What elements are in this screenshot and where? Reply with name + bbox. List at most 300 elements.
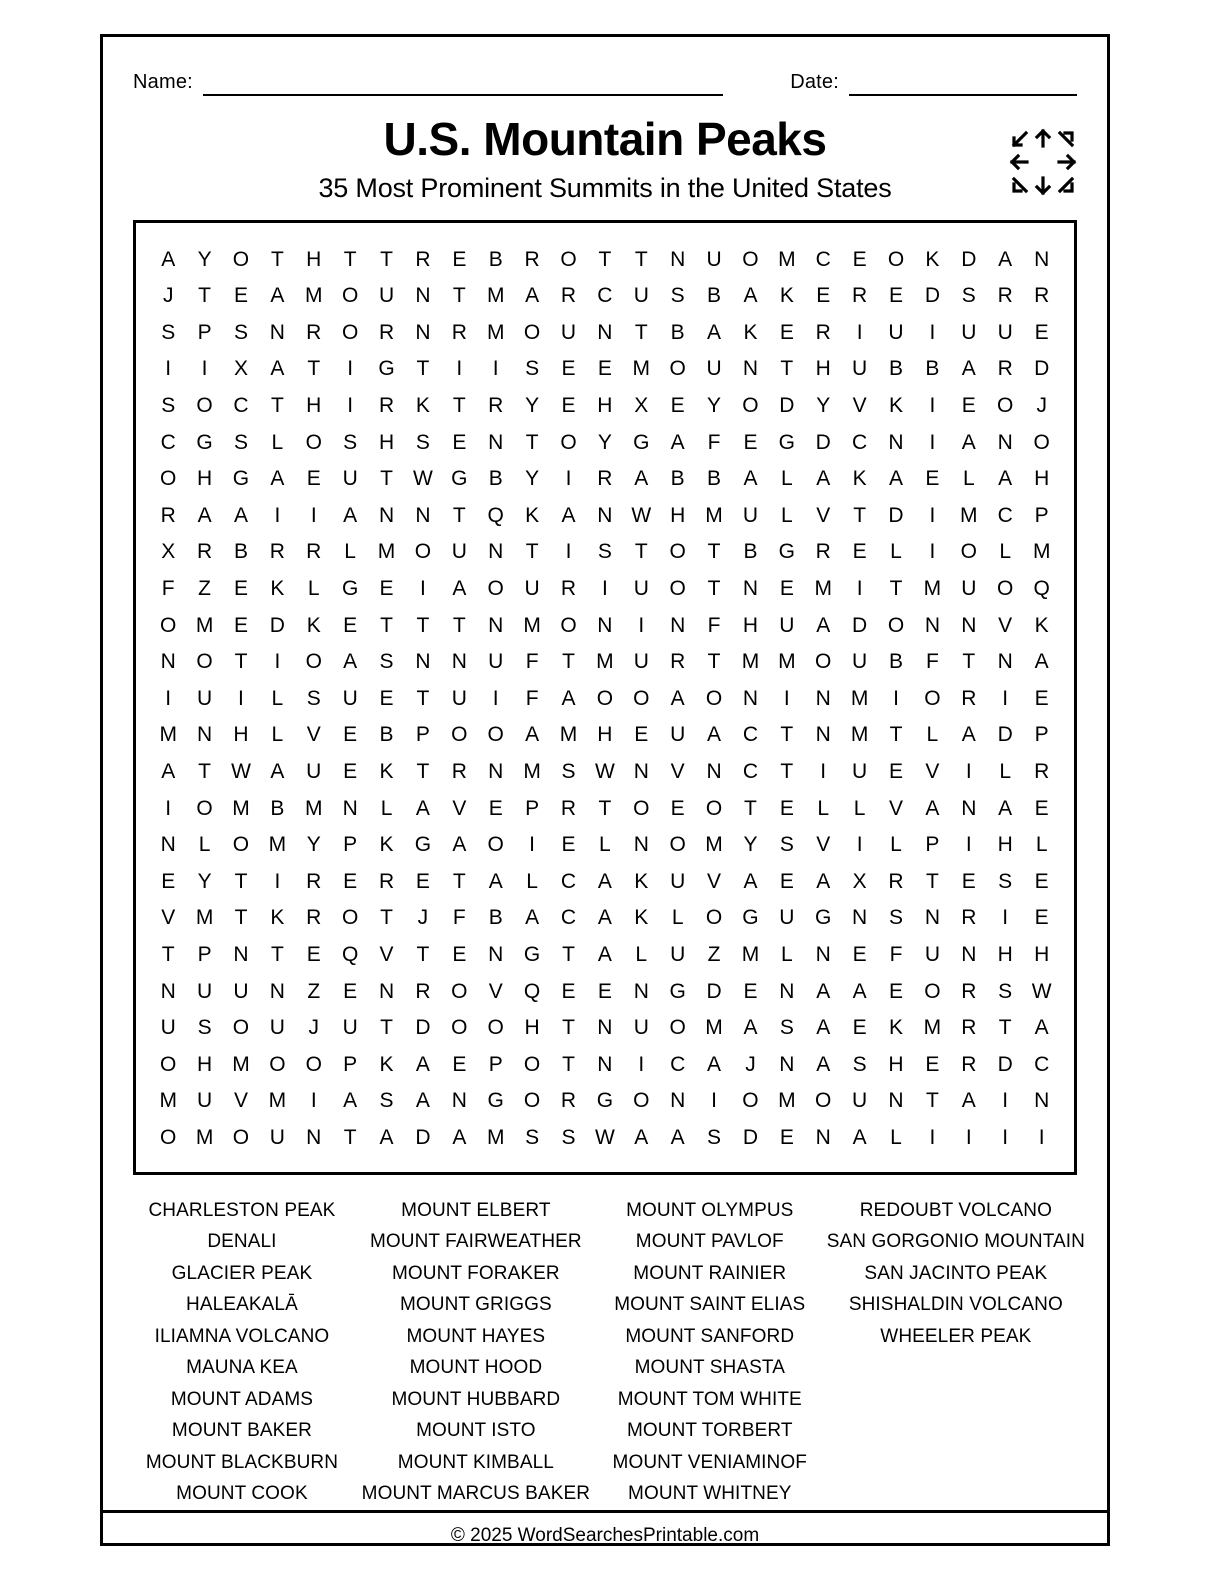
grid-cell[interactable]: N (488, 540, 504, 564)
grid-cell[interactable]: I (1002, 906, 1009, 930)
name-input-line[interactable] (203, 74, 723, 96)
grid-cell[interactable]: A (961, 723, 976, 747)
grid-cell[interactable]: Y (306, 833, 321, 857)
grid-cell[interactable]: B (889, 357, 904, 381)
grid-cell[interactable]: T (198, 760, 211, 784)
grid-cell[interactable]: U (633, 577, 649, 601)
grid-cell[interactable]: I (165, 686, 172, 710)
grid-cell[interactable]: U (269, 1125, 285, 1149)
grid-cell[interactable]: N (1034, 247, 1050, 271)
grid-cell[interactable]: O (487, 723, 504, 747)
grid-cell[interactable]: E (343, 723, 358, 747)
grid-cell[interactable]: T (744, 796, 757, 820)
grid-cell[interactable]: I (965, 1125, 972, 1149)
grid-cell[interactable]: E (597, 979, 612, 1003)
grid-cell[interactable]: M (741, 942, 760, 966)
grid-cell[interactable]: Y (525, 467, 540, 491)
grid-cell[interactable]: N (160, 979, 176, 1003)
grid-cell[interactable]: L (671, 906, 684, 930)
word-list-item[interactable]: MOUNT BLACKBURN (145, 1451, 339, 1473)
word-list-item[interactable]: MOUNT SANFORD (625, 1325, 795, 1347)
grid-cell[interactable]: N (779, 979, 795, 1003)
grid-cell[interactable]: R (378, 869, 395, 893)
grid-cell[interactable]: V (707, 869, 722, 893)
grid-cell[interactable]: R (451, 320, 467, 344)
grid-cell[interactable]: U (961, 320, 977, 344)
grid-cell[interactable]: G (778, 540, 795, 564)
grid-cell[interactable]: I (929, 503, 936, 527)
grid-cell[interactable]: C (233, 394, 249, 418)
grid-cell[interactable]: N (633, 760, 649, 784)
grid-cell[interactable]: P (925, 833, 940, 857)
grid-cell[interactable]: N (633, 979, 649, 1003)
grid-cell[interactable]: G (523, 942, 541, 966)
grid-cell[interactable]: G (742, 906, 759, 930)
word-list-item[interactable]: MOUNT HOOD (409, 1357, 543, 1379)
word-list-item[interactable]: MOUNT ISTO (416, 1420, 536, 1442)
grid-cell[interactable]: T (452, 503, 466, 527)
grid-cell[interactable]: U (342, 686, 358, 710)
grid-cell[interactable]: U (633, 650, 649, 674)
grid-cell[interactable]: Y (197, 247, 212, 271)
grid-cell[interactable]: H (233, 723, 249, 747)
grid-cell[interactable]: A (1034, 650, 1049, 674)
grid-cell[interactable]: G (414, 833, 432, 857)
grid-cell[interactable]: A (743, 467, 758, 491)
grid-cell[interactable]: O (705, 906, 723, 930)
grid-cell[interactable]: R (197, 540, 213, 564)
grid-cell[interactable]: E (561, 394, 576, 418)
grid-cell[interactable]: S (707, 1125, 722, 1149)
grid-cell[interactable]: E (561, 833, 576, 857)
grid-cell[interactable]: D (1034, 357, 1050, 381)
grid-cell[interactable]: I (565, 467, 572, 491)
grid-cell[interactable]: W (631, 503, 652, 527)
grid-cell[interactable]: D (924, 284, 940, 308)
grid-cell[interactable]: Q (1033, 577, 1050, 601)
grid-cell[interactable]: A (743, 284, 758, 308)
grid-cell[interactable]: N (415, 650, 431, 674)
grid-cell[interactable]: O (305, 1052, 322, 1076)
grid-cell[interactable]: I (638, 1052, 645, 1076)
grid-cell[interactable]: M (195, 906, 214, 930)
grid-cell[interactable]: N (378, 503, 395, 527)
grid-cell[interactable]: D (961, 247, 977, 271)
grid-cell[interactable]: F (707, 430, 721, 454)
grid-cell[interactable]: E (233, 613, 248, 637)
grid-cell[interactable]: T (598, 796, 612, 820)
grid-cell[interactable]: M (195, 613, 214, 637)
grid-cell[interactable]: U (451, 540, 467, 564)
grid-cell[interactable]: I (601, 577, 608, 601)
grid-cell[interactable]: T (889, 723, 903, 747)
grid-cell[interactable]: Z (307, 979, 321, 1003)
grid-cell[interactable]: I (929, 394, 936, 418)
word-list-item[interactable]: MOUNT SAINT ELIAS (614, 1294, 806, 1316)
grid-cell[interactable]: N (342, 796, 358, 820)
grid-cell[interactable]: O (487, 1016, 504, 1040)
grid-cell[interactable]: T (452, 284, 466, 308)
grid-cell[interactable]: O (451, 723, 468, 747)
grid-cell[interactable]: R (815, 540, 831, 564)
grid-cell[interactable]: H (378, 430, 395, 454)
grid-cell[interactable]: D (706, 979, 722, 1003)
grid-cell[interactable]: L (271, 430, 284, 454)
grid-cell[interactable]: W (413, 467, 433, 491)
grid-cell[interactable]: M (159, 1089, 177, 1113)
grid-cell[interactable]: L (635, 942, 648, 966)
grid-cell[interactable]: R (269, 540, 285, 564)
grid-cell[interactable]: I (711, 1089, 717, 1113)
grid-cell[interactable]: T (380, 906, 393, 930)
grid-cell[interactable]: U (342, 467, 358, 491)
grid-cell[interactable]: M (268, 1089, 287, 1113)
grid-cell[interactable]: P (197, 320, 212, 344)
grid-cell[interactable]: U (633, 284, 649, 308)
grid-cell[interactable]: M (778, 650, 796, 674)
grid-cell[interactable]: B (889, 650, 904, 674)
grid-cell[interactable]: A (816, 1016, 831, 1040)
grid-cell[interactable]: I (165, 357, 172, 381)
grid-cell[interactable]: T (380, 1016, 393, 1040)
grid-cell[interactable]: M (232, 1052, 250, 1076)
grid-cell[interactable]: E (779, 320, 794, 344)
grid-cell[interactable]: O (232, 833, 250, 857)
grid-cell[interactable]: N (451, 1089, 467, 1113)
grid-cell[interactable]: O (269, 1052, 286, 1076)
grid-cell[interactable]: I (238, 686, 244, 710)
grid-cell[interactable]: C (560, 869, 577, 893)
grid-cell[interactable]: H (197, 1052, 213, 1076)
grid-cell[interactable]: W (594, 1125, 615, 1149)
grid-cell[interactable]: G (451, 467, 468, 491)
grid-cell[interactable]: O (596, 686, 614, 710)
grid-cell[interactable]: H (1034, 942, 1050, 966)
word-list-item[interactable]: ILIAMNA VOLCANO (154, 1325, 330, 1347)
grid-cell[interactable]: E (379, 686, 394, 710)
word-list-item[interactable]: CHARLESTON PEAK (148, 1199, 336, 1221)
grid-cell[interactable]: G (633, 430, 650, 454)
grid-cell[interactable]: E (889, 760, 904, 784)
grid-cell[interactable]: J (1036, 394, 1047, 418)
grid-cell[interactable]: O (523, 1052, 541, 1076)
grid-cell[interactable]: L (271, 686, 284, 710)
grid-cell[interactable]: A (998, 796, 1013, 820)
grid-cell[interactable]: W (231, 760, 251, 784)
grid-cell[interactable]: E (889, 284, 904, 308)
grid-cell[interactable]: S (670, 284, 685, 308)
grid-cell[interactable]: M (850, 723, 869, 747)
grid-cell[interactable]: A (343, 1089, 358, 1113)
grid-cell[interactable]: O (997, 577, 1014, 601)
grid-cell[interactable]: A (561, 503, 576, 527)
word-list-item[interactable]: SAN JACINTO PEAK (864, 1262, 1048, 1284)
grid-cell[interactable]: U (306, 760, 322, 784)
grid-cell[interactable]: I (929, 540, 936, 564)
grid-cell[interactable]: C (560, 906, 577, 930)
grid-cell[interactable]: Y (707, 394, 722, 418)
grid-cell[interactable]: E (306, 942, 321, 966)
grid-cell[interactable]: R (306, 869, 322, 893)
grid-cell[interactable]: O (196, 796, 213, 820)
grid-cell[interactable]: K (525, 503, 540, 527)
grid-cell[interactable]: I (893, 686, 899, 710)
grid-cell[interactable]: E (561, 357, 576, 381)
grid-cell[interactable]: I (783, 686, 790, 710)
grid-cell[interactable]: E (452, 247, 467, 271)
grid-cell[interactable]: N (924, 613, 940, 637)
grid-cell[interactable]: N (997, 650, 1013, 674)
grid-cell[interactable]: E (779, 796, 794, 820)
grid-cell[interactable]: V (488, 979, 503, 1003)
grid-cell[interactable]: T (307, 357, 321, 381)
grid-cell[interactable]: I (856, 320, 863, 344)
grid-cell[interactable]: N (924, 906, 940, 930)
grid-cell[interactable]: A (270, 760, 285, 784)
grid-cell[interactable]: M (232, 796, 250, 820)
grid-cell[interactable]: E (452, 1052, 467, 1076)
grid-cell[interactable]: E (1034, 686, 1049, 710)
grid-cell[interactable]: V (998, 613, 1013, 637)
grid-cell[interactable]: O (196, 394, 213, 418)
grid-cell[interactable]: O (742, 1089, 759, 1113)
word-list-item[interactable]: SAN GORGONIO MOUNTAIN (826, 1231, 1085, 1253)
grid-cell[interactable]: C (997, 503, 1013, 527)
grid-cell[interactable]: R (560, 1089, 577, 1113)
grid-cell[interactable]: R (597, 467, 613, 491)
grid-cell[interactable]: I (274, 503, 281, 527)
grid-cell[interactable]: V (816, 833, 831, 857)
grid-cell[interactable]: T (416, 686, 430, 710)
grid-cell[interactable]: R (451, 760, 467, 784)
grid-cell[interactable]: O (633, 686, 650, 710)
grid-cell[interactable]: T (416, 613, 430, 637)
grid-cell[interactable]: K (306, 613, 321, 637)
grid-cell[interactable]: M (778, 247, 796, 271)
grid-cell[interactable]: O (487, 577, 504, 601)
grid-cell[interactable]: T (962, 650, 976, 674)
grid-cell[interactable]: K (379, 1052, 394, 1076)
grid-cell[interactable]: L (926, 723, 939, 747)
grid-cell[interactable]: A (816, 1052, 831, 1076)
grid-cell[interactable]: M (705, 1016, 723, 1040)
grid-cell[interactable]: F (925, 650, 939, 674)
grid-cell[interactable]: H (997, 833, 1013, 857)
grid-cell[interactable]: M (486, 320, 505, 344)
grid-cell[interactable]: U (779, 906, 795, 930)
grid-cell[interactable]: N (1034, 1089, 1050, 1113)
grid-cell[interactable]: L (780, 467, 793, 491)
grid-cell[interactable]: T (525, 540, 539, 564)
grid-cell[interactable]: A (816, 869, 831, 893)
grid-cell[interactable]: O (341, 320, 359, 344)
grid-cell[interactable]: M (741, 650, 760, 674)
grid-cell[interactable]: Q (487, 503, 504, 527)
grid-cell[interactable]: U (924, 942, 940, 966)
grid-cell[interactable]: S (233, 320, 248, 344)
word-list-item[interactable]: MOUNT ADAMS (170, 1388, 314, 1410)
grid-cell[interactable]: U (197, 1089, 213, 1113)
grid-cell[interactable]: O (451, 979, 468, 1003)
grid-cell[interactable]: N (488, 430, 504, 454)
grid-cell[interactable]: E (233, 577, 248, 601)
grid-cell[interactable]: T (343, 1125, 357, 1149)
grid-cell[interactable]: N (997, 430, 1013, 454)
grid-cell[interactable]: L (780, 503, 793, 527)
grid-cell[interactable]: U (233, 979, 249, 1003)
grid-cell[interactable]: R (997, 357, 1013, 381)
grid-cell[interactable]: M (923, 577, 942, 601)
grid-cell[interactable]: O (487, 833, 504, 857)
grid-cell[interactable]: D (888, 503, 904, 527)
grid-cell[interactable]: S (379, 1089, 394, 1113)
grid-cell[interactable]: H (197, 467, 213, 491)
grid-cell[interactable]: O (560, 247, 577, 271)
grid-cell[interactable]: M (523, 760, 541, 784)
grid-cell[interactable]: O (160, 1052, 177, 1076)
grid-cell[interactable]: S (597, 540, 612, 564)
grid-cell[interactable]: T (380, 467, 393, 491)
grid-cell[interactable]: K (634, 869, 649, 893)
grid-cell[interactable]: R (306, 540, 322, 564)
grid-cell[interactable]: I (274, 869, 281, 893)
grid-cell[interactable]: A (197, 503, 212, 527)
grid-cell[interactable]: N (233, 942, 249, 966)
grid-cell[interactable]: D (997, 1052, 1013, 1076)
grid-cell[interactable]: O (232, 1125, 250, 1149)
grid-cell[interactable]: N (961, 942, 977, 966)
grid-cell[interactable]: M (923, 1016, 942, 1040)
grid-cell[interactable]: A (707, 1052, 722, 1076)
grid-cell[interactable]: O (196, 650, 213, 674)
word-list-item[interactable]: MOUNT KIMBALL (397, 1451, 554, 1473)
grid-cell[interactable]: I (565, 540, 572, 564)
grid-cell[interactable]: T (234, 650, 248, 674)
grid-cell[interactable]: I (1038, 1125, 1045, 1149)
grid-cell[interactable]: L (1035, 833, 1048, 857)
grid-cell[interactable]: T (889, 577, 903, 601)
grid-cell[interactable]: B (488, 467, 503, 491)
grid-cell[interactable]: T (452, 394, 466, 418)
grid-cell[interactable]: C (742, 723, 759, 747)
grid-cell[interactable]: L (999, 760, 1012, 784)
grid-cell[interactable]: T (234, 869, 248, 893)
grid-cell[interactable]: S (379, 650, 394, 674)
grid-cell[interactable]: C (852, 430, 868, 454)
grid-cell[interactable]: H (306, 394, 322, 418)
grid-cell[interactable]: K (415, 394, 430, 418)
grid-cell[interactable]: N (815, 686, 831, 710)
grid-cell[interactable]: N (961, 796, 977, 820)
grid-cell[interactable]: E (925, 1052, 940, 1076)
grid-cell[interactable]: H (888, 1052, 904, 1076)
grid-cell[interactable]: N (488, 942, 504, 966)
grid-cell[interactable]: O (633, 1089, 650, 1113)
grid-cell[interactable]: O (232, 1016, 250, 1040)
grid-cell[interactable]: E (379, 577, 394, 601)
grid-cell[interactable]: A (161, 247, 176, 271)
grid-cell[interactable]: T (416, 357, 430, 381)
grid-cell[interactable]: B (488, 247, 503, 271)
grid-cell[interactable]: H (1034, 467, 1050, 491)
grid-cell[interactable]: I (965, 833, 972, 857)
grid-cell[interactable]: E (1034, 796, 1049, 820)
grid-cell[interactable]: K (852, 467, 867, 491)
grid-cell[interactable]: P (1034, 503, 1049, 527)
grid-cell[interactable]: P (1034, 723, 1049, 747)
grid-cell[interactable]: O (924, 979, 941, 1003)
grid-cell[interactable]: N (888, 430, 904, 454)
grid-cell[interactable]: E (852, 1016, 867, 1040)
grid-cell[interactable]: L (344, 540, 356, 564)
grid-cell[interactable]: I (274, 650, 281, 674)
grid-cell[interactable]: I (929, 430, 936, 454)
grid-cell[interactable]: B (233, 540, 248, 564)
grid-cell[interactable]: A (961, 357, 976, 381)
grid-cell[interactable]: N (378, 979, 395, 1003)
grid-cell[interactable]: X (634, 394, 649, 418)
grid-cell[interactable]: J (308, 1016, 319, 1040)
grid-cell[interactable]: D (779, 394, 795, 418)
grid-cell[interactable]: A (634, 1125, 649, 1149)
grid-cell[interactable]: T (161, 942, 175, 966)
grid-cell[interactable]: M (523, 613, 541, 637)
grid-cell[interactable]: A (670, 430, 685, 454)
grid-cell[interactable]: G (232, 467, 250, 491)
grid-cell[interactable]: L (890, 1125, 902, 1149)
grid-cell[interactable]: A (743, 1016, 758, 1040)
grid-cell[interactable]: N (306, 1125, 322, 1149)
grid-cell[interactable]: A (270, 467, 285, 491)
grid-cell[interactable]: O (705, 796, 723, 820)
grid-cell[interactable]: S (306, 686, 321, 710)
grid-cell[interactable]: B (670, 467, 685, 491)
grid-cell[interactable]: A (597, 942, 612, 966)
grid-cell[interactable]: T (707, 650, 721, 674)
grid-cell[interactable]: R (560, 796, 577, 820)
grid-cell[interactable]: C (597, 284, 613, 308)
grid-cell[interactable]: T (452, 869, 466, 893)
grid-cell[interactable]: T (634, 540, 648, 564)
grid-cell[interactable]: L (780, 942, 793, 966)
grid-cell[interactable]: T (562, 1052, 575, 1076)
grid-cell[interactable]: C (815, 247, 831, 271)
grid-cell[interactable]: S (779, 833, 794, 857)
grid-cell[interactable]: M (377, 540, 396, 564)
grid-cell[interactable]: A (161, 760, 176, 784)
grid-cell[interactable]: A (233, 503, 248, 527)
grid-cell[interactable]: A (270, 284, 285, 308)
grid-cell[interactable]: K (743, 320, 758, 344)
grid-cell[interactable]: R (560, 577, 577, 601)
grid-cell[interactable]: U (560, 320, 577, 344)
grid-cell[interactable]: L (853, 796, 866, 820)
grid-cell[interactable]: E (779, 1125, 794, 1149)
grid-cell[interactable]: N (706, 760, 722, 784)
grid-cell[interactable]: N (415, 320, 431, 344)
grid-cell[interactable]: B (707, 467, 722, 491)
grid-cell[interactable]: M (486, 1125, 505, 1149)
grid-cell[interactable]: H (997, 942, 1013, 966)
grid-cell[interactable]: I (820, 760, 827, 784)
grid-cell[interactable]: E (634, 723, 649, 747)
grid-cell[interactable]: K (925, 247, 940, 271)
grid-cell[interactable]: P (343, 833, 358, 857)
grid-cell[interactable]: M (850, 686, 869, 710)
grid-cell[interactable]: N (852, 906, 868, 930)
grid-cell[interactable]: G (341, 577, 359, 601)
grid-cell[interactable]: E (306, 467, 321, 491)
